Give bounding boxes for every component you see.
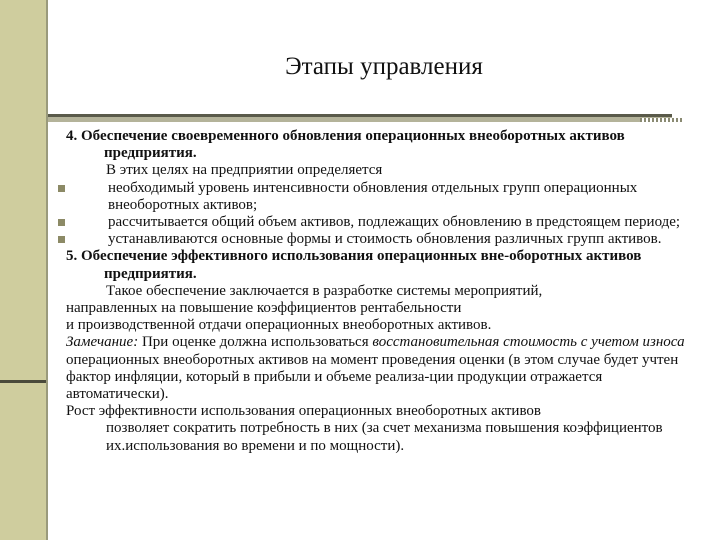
list-item	[66, 231, 706, 248]
note-emphasis: восстановительная стоимость с учетом износа	[372, 334, 685, 351]
title-rule-pattern	[640, 118, 684, 122]
square-bullet-icon	[58, 185, 65, 192]
note-text-2: операционных внеоборотных активов на момент проведения оценки (в этом случае будет учтен фактор инфляции, который в прибыли и объеме реализа-ции продукции отражается автоматически).	[66, 351, 679, 403]
slide-title: Этапы управления	[285, 53, 483, 80]
note-label: Замечание:	[66, 334, 139, 351]
item4-intro: В этих целях на предприятии определяется	[106, 162, 383, 179]
list-item	[66, 180, 706, 214]
item5-heading: 5. Обеспечение эффективного использования операционных вне-оборотных активов предприятия.	[66, 248, 642, 282]
title-rule-shadow	[48, 117, 672, 122]
closing-line2: позволяет сократить потребность в них (за счет механизма повышения коэффициентов их.использования во времени и по мощности).	[106, 420, 663, 454]
square-bullet-icon	[58, 219, 65, 226]
slide-body	[66, 128, 706, 455]
item5-body-line3: и производственной отдачи операционных внеоборотных активов.	[66, 317, 492, 334]
bullet-text: устанавливаются основные формы и стоимость обновления различных групп активов.	[108, 231, 662, 248]
item4-heading: 4. Обеспечение своевременного обновления операционных внеоборотных активов предприятия.	[66, 128, 625, 162]
square-bullet-icon	[58, 236, 65, 243]
bullet-text: необходимый уровень интенсивности обновления отдельных групп операционных внеоборотных активов;	[108, 179, 638, 213]
sidebar-divider	[0, 380, 46, 383]
closing-line1: Рост эффективности использования операционных внеоборотных активов	[66, 403, 542, 420]
note-paragraph	[66, 334, 706, 403]
note-text-1: При оценке должна использоваться	[141, 334, 369, 351]
item5-body-line2: направленных на повышение коэффициентов рентабельности	[66, 300, 462, 317]
sidebar-band	[0, 0, 46, 540]
item5-body-line1: Такое обеспечение заключается в разработке системы мероприятий,	[106, 282, 543, 299]
bullet-text: рассчитывается общий объем активов, подлежащих обновлению в предстоящем периоде;	[108, 214, 681, 231]
list-item	[66, 214, 706, 231]
